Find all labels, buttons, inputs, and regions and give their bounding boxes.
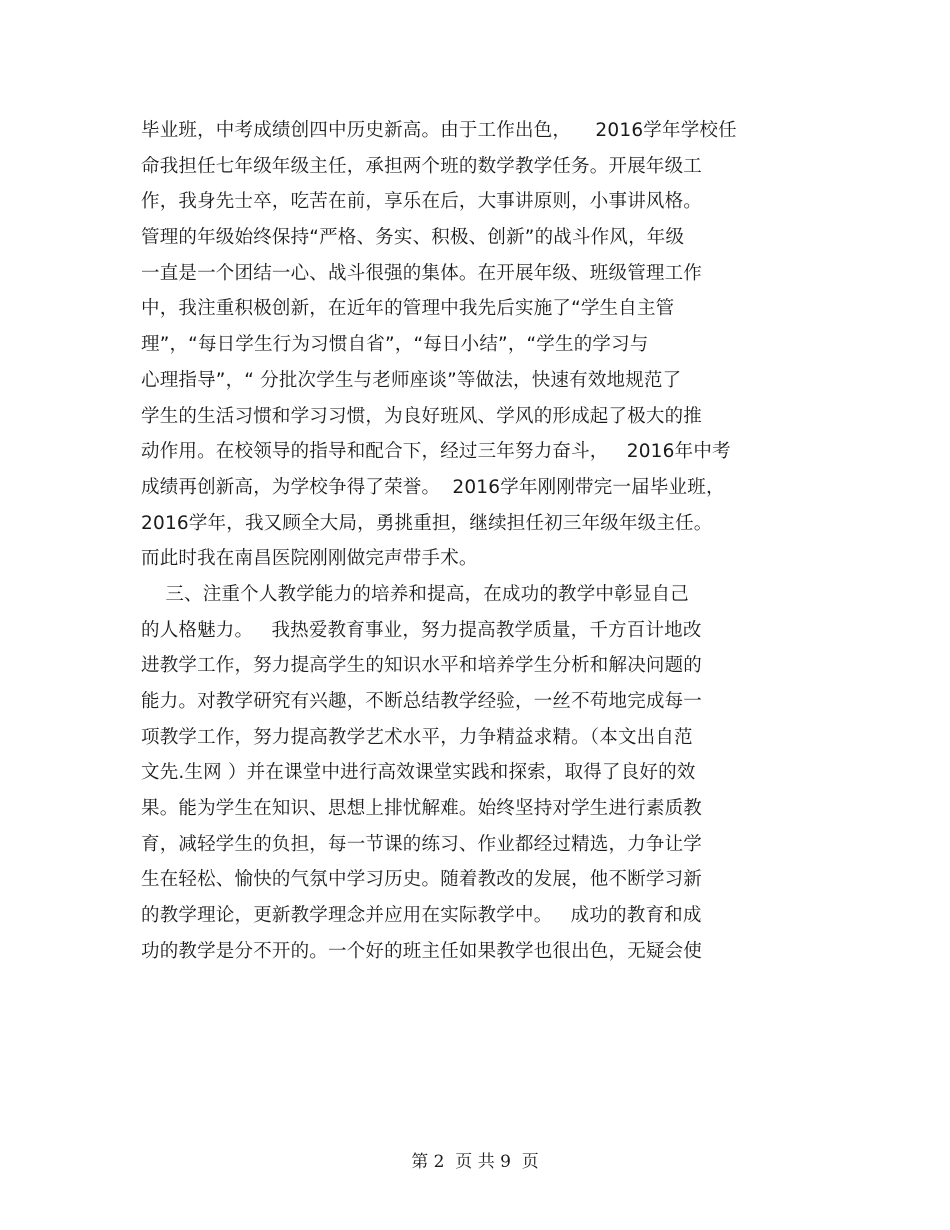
text-line: 项教学工作，努力提高教学艺术水平，力争精益求精。（本文出自范	[141, 726, 693, 748]
text-line: 学生的生活习惯和学习习惯，为良好班风、学风的形成起了极大的推	[141, 405, 703, 427]
text-line: 文先.生网 ）并在课堂中进行高效课堂实践和探索，取得了良好的效	[141, 762, 696, 784]
text-line: 而此时我在南昌医院刚刚做完声带手术。	[141, 548, 478, 570]
text-line: 理”，“每日学生行为习惯自省”，“每日小结”，“学生的学习与	[141, 334, 649, 356]
text-line: 的教学理论，更新教学理念并应用在实际教学中。 成功的教育和成	[141, 905, 702, 927]
text-line: 进教学工作，努力提高学生的知识水平和培养学生分析和解决问题的	[141, 655, 703, 677]
section-heading-line: 三、注重个人教学能力的培养和提高，在成功的教学中彰显自己	[141, 583, 689, 605]
text-line: 心理指导”，“ 分批次学生与老师座谈”等做法，快速有效地规范了	[141, 369, 682, 391]
page-number: 第 2 页 共 9 页	[411, 1152, 539, 1172]
text-line: 2016学年，我又顾全大局，勇挑重担，继续担任初三年级年级主任。	[141, 512, 713, 534]
body-text	[141, 113, 821, 970]
text-line: 果。能为学生在知识、思想上排忧解难。始终坚持对学生进行素质教	[141, 798, 703, 820]
text-line: 生在轻松、愉快的气氛中学习历史。随着教改的发展，他不断学习新	[141, 869, 703, 891]
text-line: 功的教学是分不开的。一个好的班主任如果教学也很出色，无疑会使	[141, 940, 703, 962]
text-line: 一直是一个团结一心、战斗很强的集体。在开展年级、班级管理工作	[141, 262, 703, 284]
text-line: 管理的年级始终保持“严格、务实、积极、创新”的战斗作风，年级	[141, 227, 685, 249]
text-line: 中，我注重积极创新，在近年的管理中我先后实施了“学生自主管	[141, 298, 675, 320]
text-line: 育，减轻学生的负担，每一节课的练习、作业都经过精选，力争让学	[141, 833, 703, 855]
text-line: 动作用。在校领导的指导和配合下，经过三年努力奋斗， 2016年中考	[141, 441, 731, 463]
text-line: 的人格魅力。 我热爱教育事业，努力提高教学质量，千方百计地改	[141, 619, 702, 641]
text-line: 毕业班，中考成绩创四中历史新高。由于工作出色， 2016学年学校任	[141, 120, 737, 141]
text-line: 命我担任七年级年级主任，承担两个班的数学教学任务。开展年级工	[141, 155, 703, 177]
text-line: 能力。对教学研究有兴趣，不断总结教学经验，一丝不苟地完成每一	[141, 691, 703, 712]
text-line: 成绩再创新高，为学校争得了荣誉。 2016学年刚刚带完一届毕业班，	[141, 476, 725, 498]
text-line: 作，我身先士卒，吃苦在前，享乐在后，大事讲原则，小事讲风格。	[141, 191, 703, 213]
